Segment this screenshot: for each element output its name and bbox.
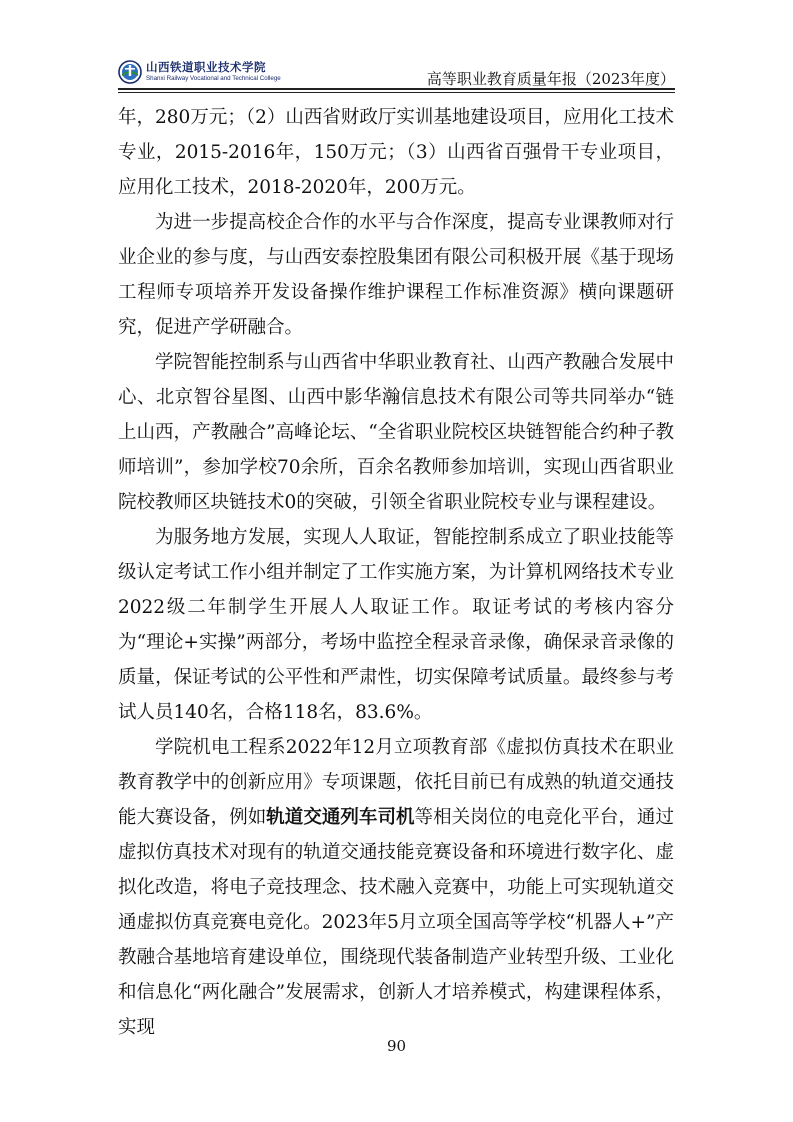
paragraph-blockchain-forum: 学院智能控制系与山西省中华职业教育社、山西产教融合发展中心、北京智谷星图、山西中影华瀚信息技术有限公司等共同举办“链上山西，产教融合”高峰论坛、“全省职业院校区块链智能合约种子教师培训”，参加学校70余所，百余名教师参加培训，实现山西省职业院校教师区块链技术0的突破，引领全省职业院校专业与课程建设。 [118, 352, 674, 513]
page-header [118, 58, 675, 92]
paragraph-certification-exam: 为服务地方发展，实现人人取证，智能控制系成立了职业技能等级认定考试工作小组并制定了工作实施方案，为计算机网络技术专业2022级二年制学生开展人人取证工作。取证考试的考核内容分为“理论+实操”两部分，考场中监控全程录音录像，确保录音录像的质量，保证考试的公平性和严肃性，切实保障考试质量。最终参与考试人员140名，合格118名，83.6%。 [118, 527, 674, 723]
college-name-cn: 山西铁道职业技术学院 [146, 60, 266, 74]
paragraph-text-after: 等相关岗位的电竞化平台，通过虚拟仿真技术对现有的轨道交通技能竞赛设备和环境进行数字化、虚拟化改造，将电子竞技理念、技术融入竞赛中，功能上可实现轨道交通虚拟仿真竞赛电竞化。2023年5月立项全国高等学校“机器人+”产教融合基地培育建设单位，围绕现代装备制造产业转型升级、工业化和信息化“两化融合”发展需求，创新人才培养模式，构建课程体系，实现 [118, 807, 674, 1038]
paragraph-school-enterprise-cooperation: 为进一步提高校企合作的水平与合作深度，提高专业课教师对行业企业的参与度，与山西安泰控股集团有限公司积极开展《基于现场工程师专项培养开发设备操作维护课程工作标准资源》横向课题研究，促进产学研融合。 [118, 212, 674, 338]
college-logo [118, 58, 318, 88]
page-number: 90 [386, 1037, 407, 1055]
college-name-en: Shanxi Railway Vocational and Technical College [146, 75, 281, 82]
paragraph-virtual-simulation [118, 730, 674, 1045]
header-rule-thick [118, 88, 675, 90]
paragraph-text-before: 学院机电工程系2022年12月立项教育部《虚拟仿真技术在职业教育教学中的创新应用》专项课题，依托目前已有成熟的轨道交通技能大赛设备，例如 [118, 737, 674, 828]
report-title: 高等职业教育质量年报（2023年度） [426, 70, 675, 88]
highlighted-term: 轨道交通列车司机 [266, 807, 415, 828]
body-text [118, 100, 674, 1045]
college-emblem-icon [118, 60, 142, 84]
paragraph-funding-continued: 年，280万元；（2）山西省财政厅实训基地建设项目，应用化工技术专业，2015-2016年，150万元；（3）山西省百强骨干专业项目，应用化工技术，2018-2020年，200万元。 [118, 107, 674, 198]
header-rule-thin [118, 92, 675, 93]
